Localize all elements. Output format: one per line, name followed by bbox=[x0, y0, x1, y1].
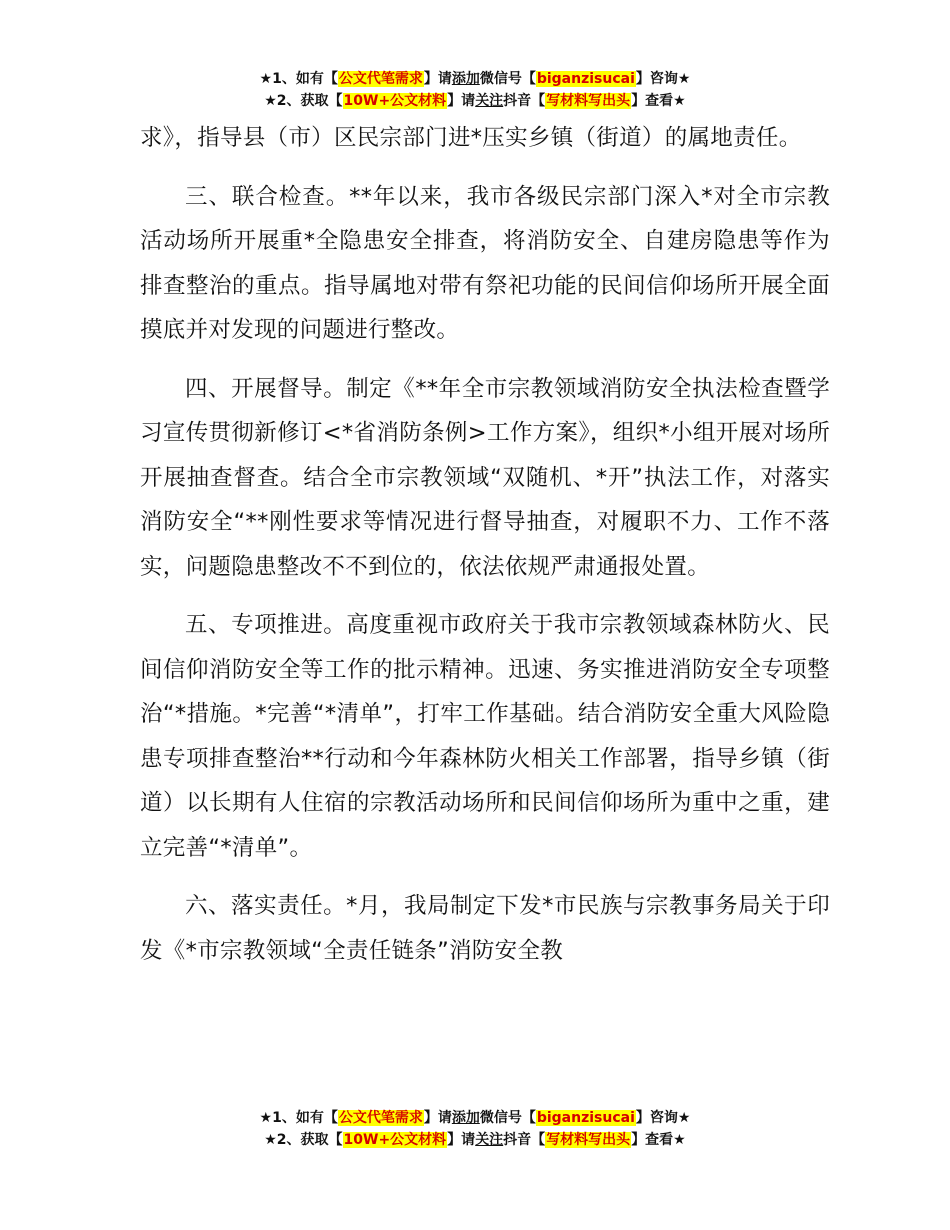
highlight-wechat-id: biganzisucai bbox=[536, 71, 635, 87]
highlight-ghostwriting: 公文代笔需求 bbox=[338, 71, 423, 87]
document-body bbox=[140, 116, 830, 973]
paragraph-responsibility: 六、落实责任。*月，我局制定下发*市民族与宗教事务局关于印发《*市宗教领域“全责任链条”消防安全教 bbox=[140, 893, 830, 964]
header-banner bbox=[0, 68, 950, 112]
highlight-douyin: 写材料写出头 bbox=[546, 93, 631, 109]
highlight-ghostwriting: 公文代笔需求 bbox=[338, 1110, 423, 1126]
paragraph-joint-inspection: 三、联合检查。**年以来，我市各级民宗部门深入*对全市宗教活动场所开展重*全隐患安全排查，将消防安全、自建房隐患等作为排查整治的重点。指导属地对带有祭祀功能的民间信仰场所开展全面摸底并对发现的问题进行整改。 bbox=[140, 183, 830, 343]
footer-banner bbox=[0, 1107, 950, 1151]
paragraph-special-promotion: 五、专项推进。高度重视市政府关于我市宗教领域森林防火、民间信仰消防安全等工作的批示精神。迅速、务实推进消防安全专项整治“*措施。*完善“*清单”，打牢工作基础。结合消防安全重大风险隐患专项排查整治**行动和今年森林防火相关工作部署，指导乡镇（街道）以长期有人住宿的宗教活动场所和民间信仰场所为重中之重，建立完善“*清单”。 bbox=[140, 612, 830, 861]
paragraph-supervision: 四、开展督导。制定《**年全市宗教领域消防安全执法检查暨学习宣传贯彻新修订<*省消防条例>工作方案》，组织*小组开展对场所开展抽查督查。结合全市宗教领域“双随机、*开”执法工作，对落实消防安全“**刚性要求等情况进行督导抽查，对履职不力、工作不落实，问题隐患整改不不到位的，依法依规严肃通报处置。 bbox=[140, 375, 830, 580]
highlight-materials: 10W+公文材料 bbox=[343, 93, 447, 109]
banner-line-2: ★2、获取【10W+公文材料】请关注抖音【写材料写出头】查看★ bbox=[264, 1132, 686, 1148]
highlight-wechat-id: biganzisucai bbox=[536, 1110, 635, 1126]
highlight-materials: 10W+公文材料 bbox=[343, 1132, 447, 1148]
highlight-douyin: 写材料写出头 bbox=[546, 1132, 631, 1148]
paragraph-continued: 求》，指导县（市）区民宗部门进*压实乡镇（街道）的属地责任。 bbox=[140, 125, 802, 151]
banner-line-1: ★1、如有【公文代笔需求】请添加微信号【biganzisucai】咨询★ bbox=[259, 71, 691, 87]
banner-line-1: ★1、如有【公文代笔需求】请添加微信号【biganzisucai】咨询★ bbox=[259, 1110, 691, 1126]
banner-line-2: ★2、获取【10W+公文材料】请关注抖音【写材料写出头】查看★ bbox=[264, 93, 686, 109]
